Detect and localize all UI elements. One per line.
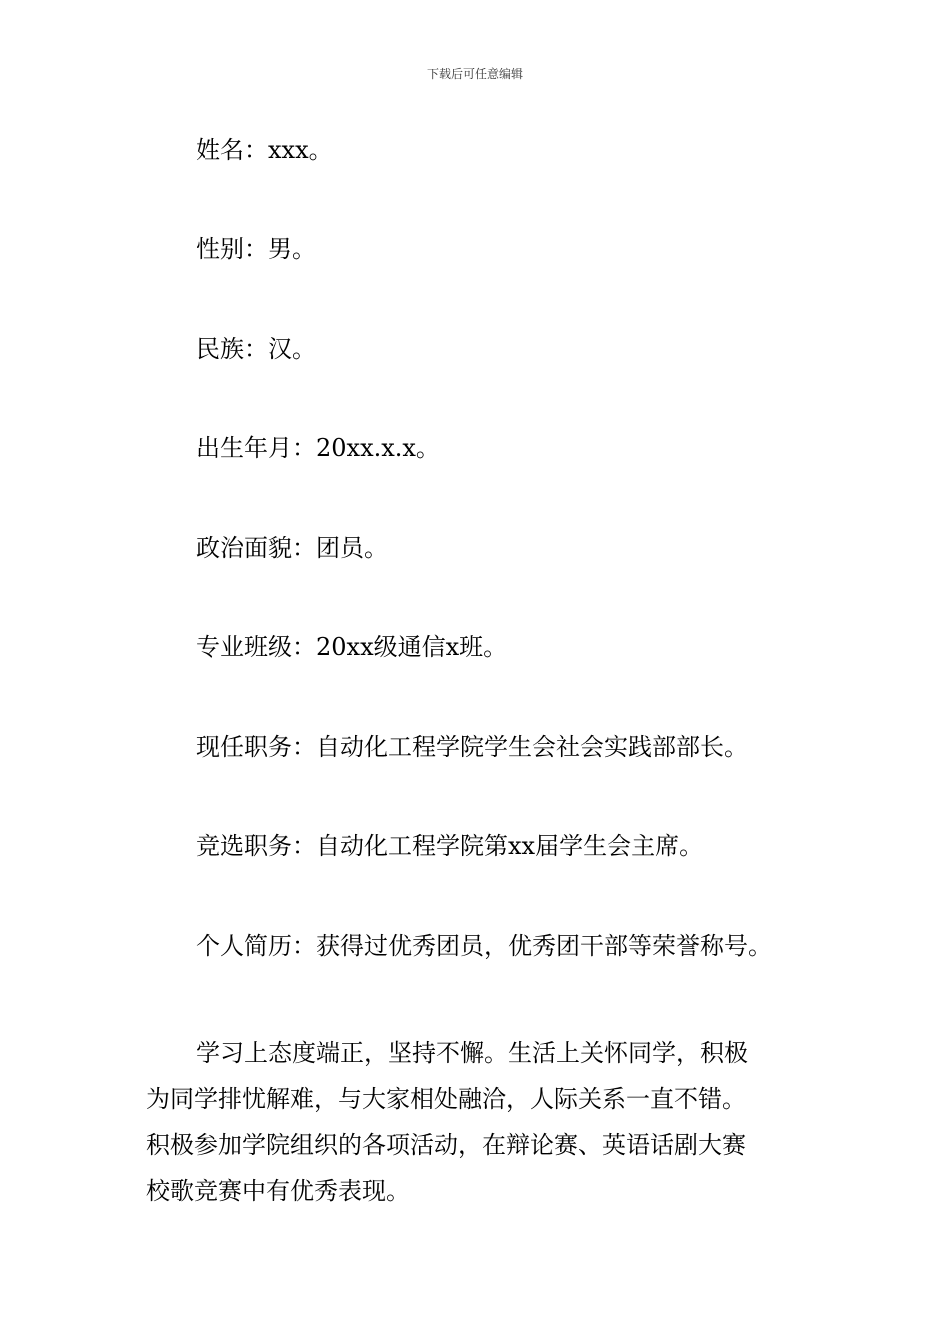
header-note: 下载后可任意编辑 — [426, 67, 523, 81]
body-paragraph — [146, 1030, 816, 1214]
paragraph-line: 学习上态度端正，坚持不懈。生活上关怀同学，积极 — [196, 1039, 748, 1067]
paragraph-line: 为同学排忧解难，与大家相处融洽，人际关系一直不错。 — [146, 1085, 746, 1113]
field-name: 姓名：xxx。 — [196, 136, 333, 164]
field-birth-date: 出生年月：20xx.x.x。 — [196, 434, 440, 462]
paragraph-line: 校歌竞赛中有优秀表现。 — [146, 1177, 410, 1205]
paragraph-line: 积极参加学院组织的各项活动，在辩论赛、英语话剧大赛 — [146, 1131, 746, 1159]
field-current-position: 现任职务：自动化工程学院学生会社会实践部部长。 — [196, 733, 748, 761]
field-candidate-position: 竞选职务：自动化工程学院第xx届学生会主席。 — [196, 832, 704, 860]
field-personal-resume: 个人简历：获得过优秀团员，优秀团干部等荣誉称号。 — [196, 932, 772, 960]
field-ethnicity: 民族：汉。 — [196, 335, 316, 363]
field-gender: 性别：男。 — [196, 235, 316, 263]
field-political-status: 政治面貌：团员。 — [196, 534, 388, 562]
field-major-class: 专业班级：20xx级通信x班。 — [196, 633, 508, 661]
